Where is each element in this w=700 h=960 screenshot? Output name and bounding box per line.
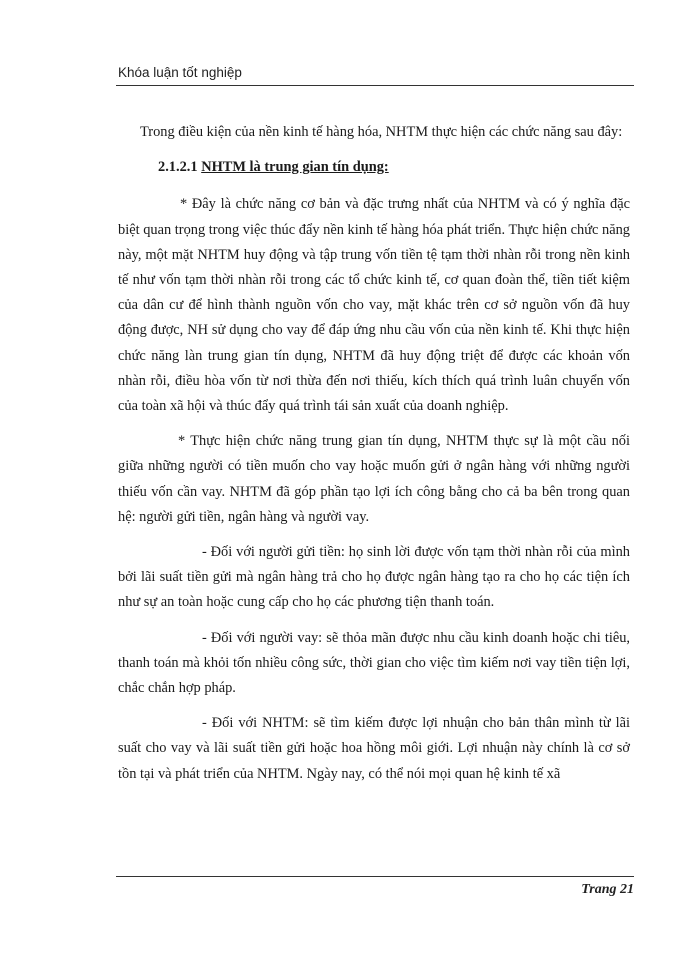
section-number: 2.1.2.1 <box>158 159 198 176</box>
document-header-title: Khóa luận tốt nghiệp <box>118 65 242 80</box>
intro-paragraph: Trong điều kiện của nền kinh tế hàng hóa, NHTM thực hiện các chức năng sau đây: <box>140 124 623 140</box>
document-body <box>118 120 630 787</box>
paragraph-depositors: - Đối với người gửi tiền: họ sinh lời được vốn tạm thời nhàn rỗi của mình bởi lãi suất tiền gửi mà ngân hàng trả cho họ được ngân hàng tạo ra cho họ các tiện ích như sự an toàn hoặc cung cấp cho họ các phương tiện thanh toán. <box>118 544 630 611</box>
paragraph-borrowers: - Đối với người vay: sẽ thỏa mãn được nhu cầu kinh doanh hoặc chi tiêu, thanh toán mà khỏi tốn nhiều công sức, thời gian cho việc tìm kiếm nơi vay tiền tiện lợi, chắc chắn hợp pháp. <box>118 629 630 697</box>
section-heading <box>118 155 630 180</box>
header-divider <box>116 85 634 86</box>
section-title: NHTM là trung gian tín dụng: <box>201 159 389 176</box>
page-number: Trang 21 <box>581 882 634 897</box>
paragraph-credit-intermediary-function: * Đây là chức năng cơ bản và đặc trưng nhất của NHTM và có ý nghĩa đặc biệt quan trọng trong việc thúc đẩy nền kinh tế hàng hóa phát triển. Thực hiện chức năng này, một mặt NHTM huy động và tập trung vốn tiền tệ tạm thời nhàn rỗi trong nền kinh tế như vốn tạm thời nhàn rỗi trong các tổ chức kinh tế, cơ quan đoàn thể, tiền tiết kiệm của dân cư để hình thành nguồn vốn cho vay, mặt khác trên cơ sở nguồn vốn đã huy động được, NH sử dụng cho vay để đáp ứng nhu cầu vốn của nền kinh tế. Khi thực hiện chức năng làn trung gian tín dụng, NHTM đã huy động triệt để được các khoản vốn nhàn rỗi, điều hòa vốn từ nơi thừa đến nơi thiếu, kích thích quá trình luân chuyển vốn của toàn xã hội và thúc đẩy quá trình tái sản xuất của doanh nghiệp. <box>118 196 630 415</box>
paragraph-banks: - Đối với NHTM: sẽ tìm kiếm được lợi nhuận cho bản thân mình từ lãi suất cho vay và lãi suất tiền gửi hoặc hoa hồng môi giới. Lợi nhuận này chính là cơ sở tồn tại và phát triển của NHTM. Ngày nay, có thể nói mọi quan hệ kinh tế xã <box>118 715 630 782</box>
paragraph-bridge-role: * Thực hiện chức năng trung gian tín dụng, NHTM thực sự là một cầu nối giữa những người có tiền muốn cho vay hoặc muốn gửi ở ngân hàng với những người thiếu vốn cần vay. NHTM đã góp phần tạo lợi ích công bằng cho cả ba bên trong quan hệ: người gửi tiền, ngân hàng và người vay. <box>118 433 630 525</box>
footer-divider <box>116 876 634 877</box>
